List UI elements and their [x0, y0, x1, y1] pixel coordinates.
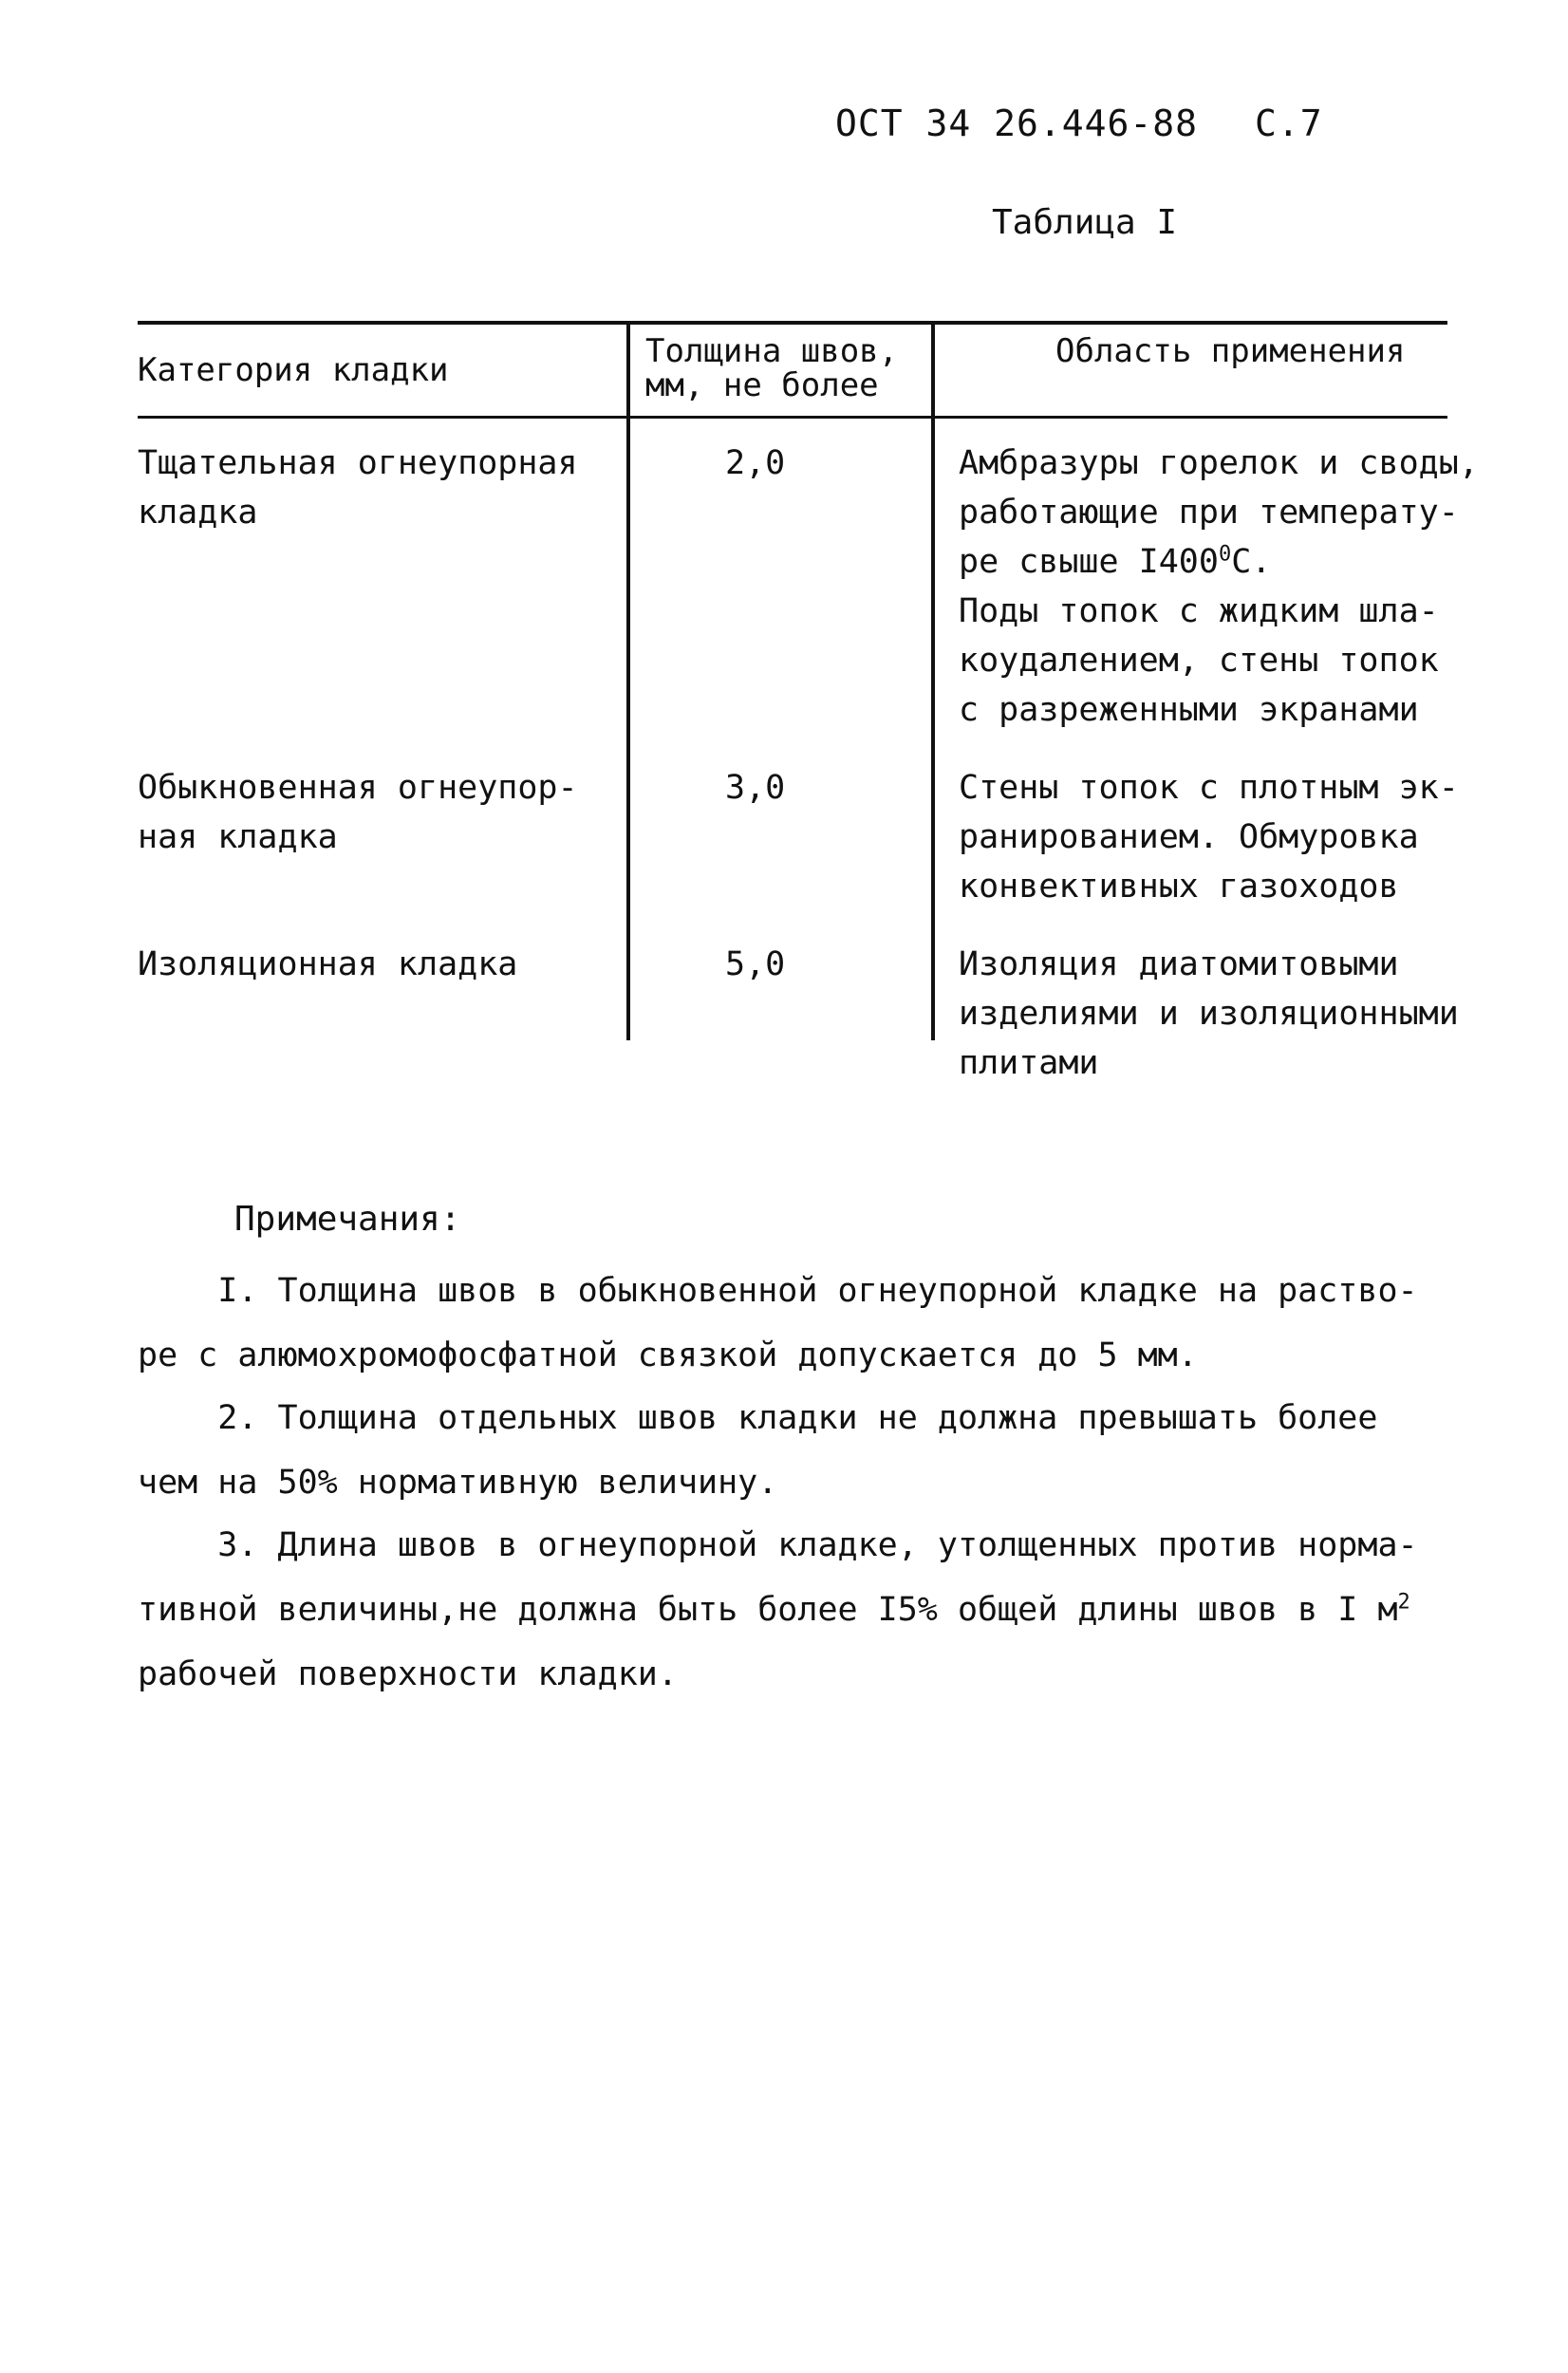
note-3	[138, 1513, 1428, 1707]
note-2: 2. Толщина отдельных швов кладки не должна превышать более чем на 50% нормативную величину.	[138, 1399, 1378, 1502]
note-3-superscript: 2	[1397, 1590, 1410, 1615]
column-header-application: Область применения	[1055, 332, 1406, 370]
column-divider-1	[626, 323, 630, 1040]
row-1-application-part-b: С. Поды топок с жидким шла- коудалением, стены топок с разреженными экранами	[959, 543, 1439, 729]
row-1-application-part-a: Амбразуры горелок и своды, работающие при температу- ре свыше I400	[959, 444, 1479, 581]
row-1-application	[959, 439, 1479, 735]
notes-title: Примечания:	[234, 1200, 461, 1239]
row-3-application: Изоляция диатомитовыми изделиями и изоляционными плитами	[959, 945, 1459, 1082]
row-2-thickness: 3,0	[725, 769, 786, 807]
note-1: I. Толщина швов в обыкновенной огнеупорной кладке на раство- ре с алюмохромофосфатной связкой допускается до 5 мм.	[138, 1272, 1418, 1374]
table-top-rule	[138, 321, 1447, 325]
row-2-application: Стены топок с плотным эк- ранированием. Обмуровка конвективных газоходов	[959, 769, 1459, 906]
table-header-rule	[138, 416, 1447, 419]
column-header-thickness: Толщина швов, мм, не более	[645, 332, 899, 404]
page-number: С.7	[1255, 103, 1323, 144]
standard-number: ОСТ 34 26.446-88	[835, 103, 1199, 144]
row-3-category: Изоляционная кладка	[138, 945, 518, 983]
note-3-text: 3. Длина швов в огнеупорной кладке, утолщенных против норма- тивной величины,не должна быть более I5% общей длины швов в I м	[138, 1526, 1418, 1629]
degree-superscript: 0	[1218, 542, 1232, 567]
row-1-thickness: 2,0	[725, 444, 786, 482]
row-2-category: Обыкновенная огнеупор- ная кладка	[138, 769, 578, 856]
row-1-category: Тщательная огнеупорная кладка	[138, 444, 578, 532]
column-header-category: Категория кладки	[138, 351, 449, 389]
page-header	[835, 103, 1323, 144]
note-3-tail: рабочей поверхности кладки.	[138, 1655, 678, 1693]
table-title: Таблица I	[992, 203, 1178, 242]
row-3-thickness: 5,0	[725, 945, 786, 983]
column-divider-2	[931, 323, 935, 1040]
